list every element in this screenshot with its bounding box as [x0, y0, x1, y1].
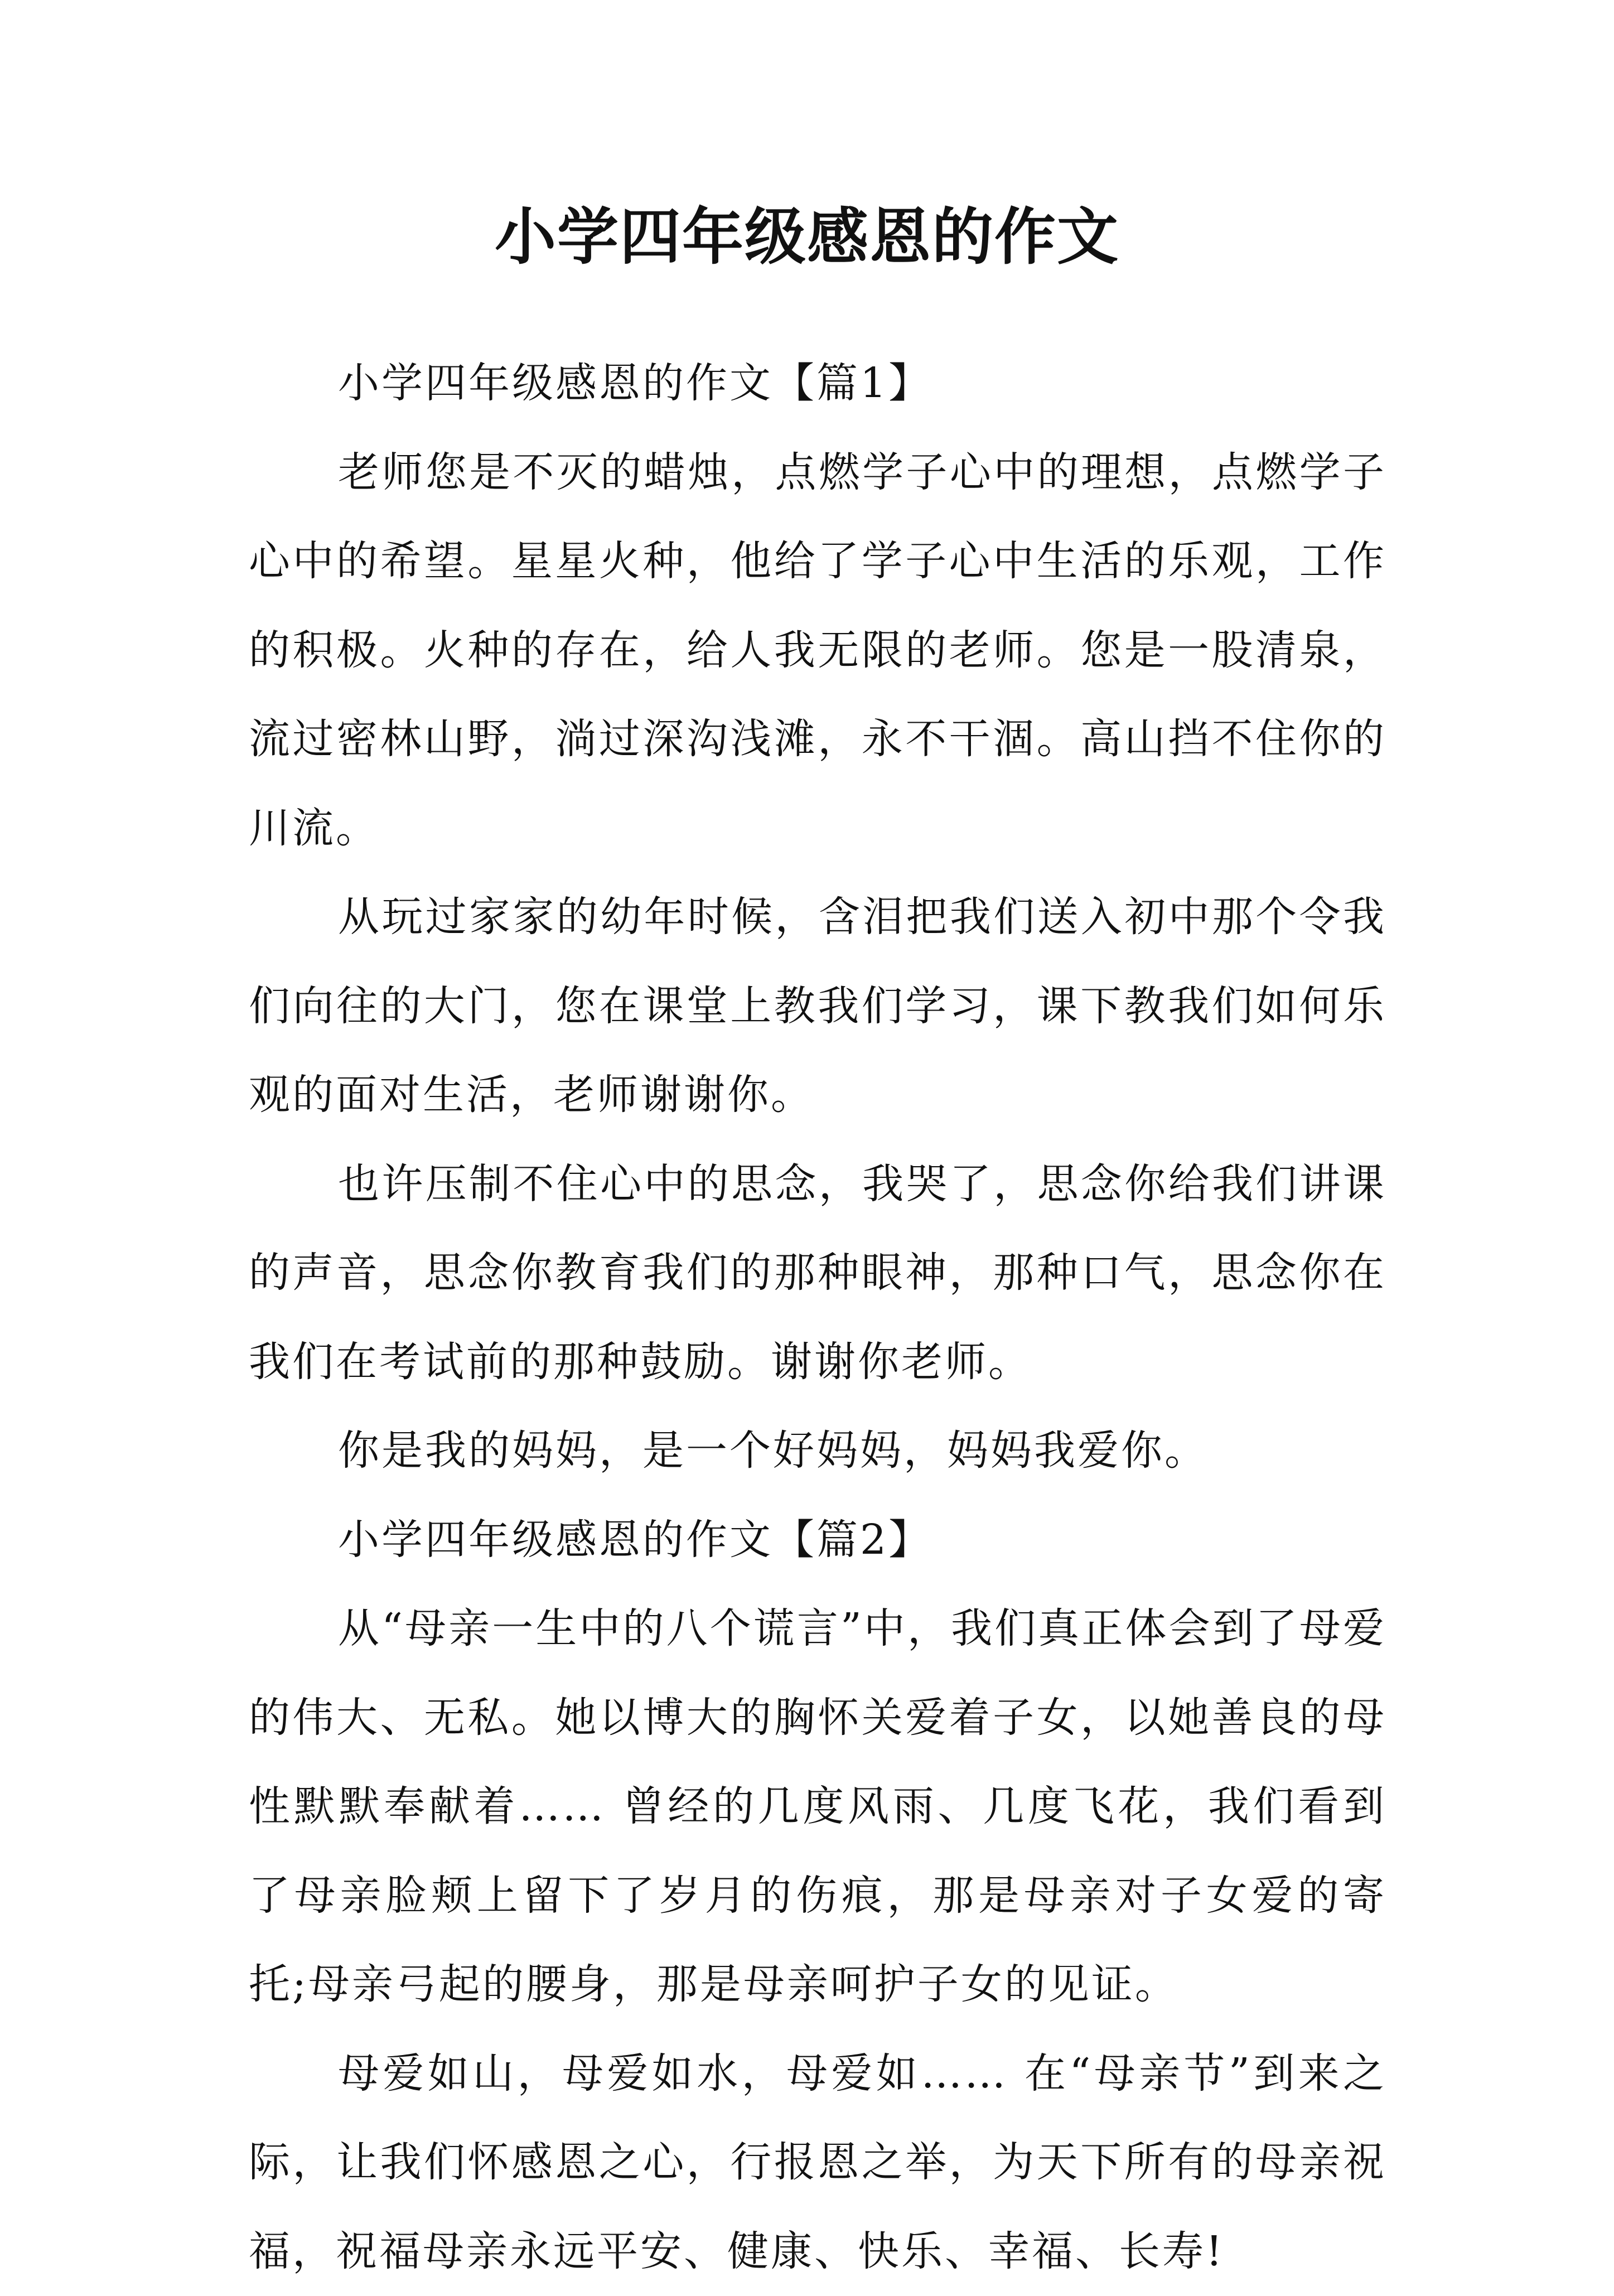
- document-body: [249, 339, 1386, 2296]
- paragraph: 从玩过家家的幼年时候，含泪把我们送入初中那个令我们向往的大门，您在课堂上教我们学习，课下教我们如何乐观的面对生活，老师谢谢你。: [249, 873, 1386, 1140]
- paragraph: 也许压制不住心中的思念，我哭了，思念你给我们讲课的声音，思念你教育我们的那种眼神，那种口气，思念你在我们在考试前的那种鼓励。谢谢你老师。: [249, 1140, 1386, 1407]
- section-heading-1: 小学四年级感恩的作文【篇1】: [249, 339, 1386, 428]
- paragraph: 母爱如山，母爱如水，母爱如…… 在“母亲节”到来之际，让我们怀感恩之心，行报恩之举，为天下所有的母亲祝福，祝福母亲永远平安、健康、快乐、幸福、长寿!: [249, 2029, 1386, 2296]
- paragraph: 你是我的妈妈，是一个好妈妈，妈妈我爱你。: [249, 1406, 1386, 1496]
- paragraph: 从“母亲一生中的八个谎言”中，我们真正体会到了母爱的伟大、无私。她以博大的胸怀关爱着子女，以她善良的母性默默奉献着…… 曾经的几度风雨、几度飞花，我们看到了母亲脸颊上留下了岁月的伤痕，那是母亲对子女爱的寄托;母亲弓起的腰身，那是母亲呵护子女的见证。: [249, 1584, 1386, 2029]
- paragraph: 老师您是不灭的蜡烛，点燃学子心中的理想，点燃学子心中的希望。星星火种，他给了学子心中生活的乐观，工作的积极。火种的存在，给人我无限的老师。您是一股清泉，流过密林山野，淌过深沟浅滩，永不干涸。高山挡不住你的川流。: [249, 428, 1386, 873]
- section-heading-2: 小学四年级感恩的作文【篇2】: [249, 1496, 1386, 1585]
- page-title: 小学四年级感恩的作文: [0, 198, 1614, 276]
